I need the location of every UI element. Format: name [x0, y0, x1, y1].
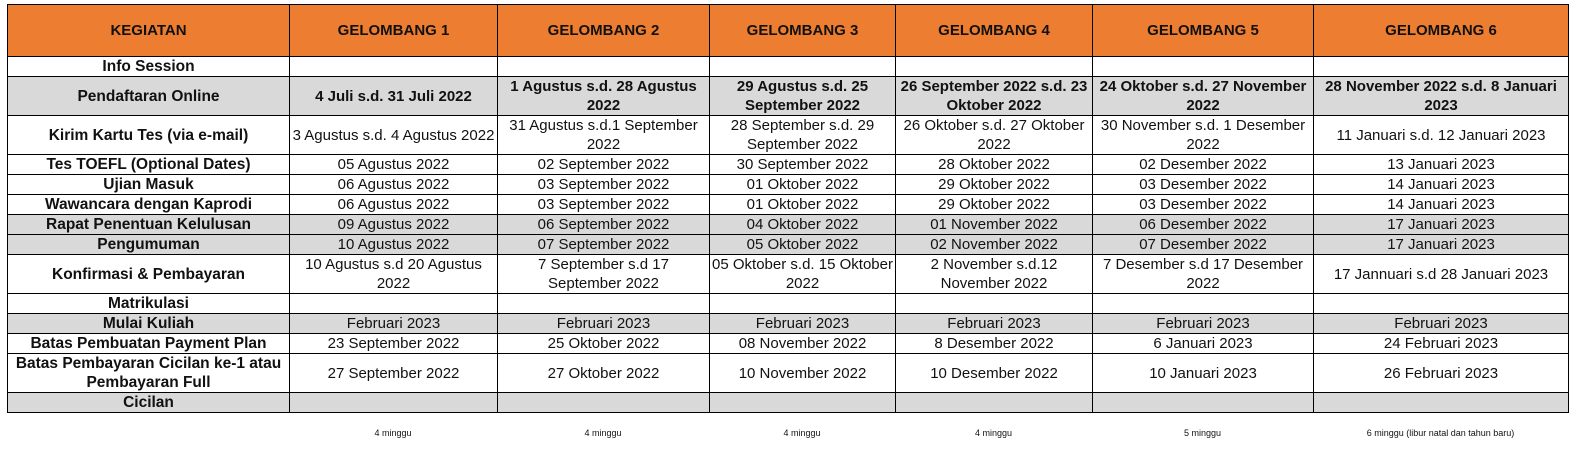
- row-kirim-kartu-tes: [8, 116, 1569, 155]
- cell: 27 September 2022: [290, 354, 498, 393]
- header-gelombang-3: GELOMBANG 3: [710, 5, 896, 57]
- row-info-session: [8, 57, 1569, 77]
- cell: 7 Desember s.d 17 Desember 2022: [1093, 255, 1314, 294]
- duration-note: 5 minggu: [1183, 428, 1222, 438]
- cell: 1 Agustus s.d. 28 Agustus 2022: [498, 77, 710, 116]
- row-label: Batas Pembayaran Cicilan ke-1 atau Pembayaran Full: [8, 354, 290, 393]
- cell: [710, 294, 896, 314]
- cell: [896, 294, 1093, 314]
- cell: Februari 2023: [896, 314, 1093, 334]
- cell: 28 September s.d. 29 September 2022: [710, 116, 896, 155]
- cell: 7 September s.d 17 September 2022: [498, 255, 710, 294]
- cell: Februari 2023: [710, 314, 896, 334]
- cell: 07 Desember 2022: [1093, 235, 1314, 255]
- header-gelombang-1: GELOMBANG 1: [290, 5, 498, 57]
- cell: 10 Januari 2023: [1093, 354, 1314, 393]
- cell: 11 Januari s.d. 12 Januari 2023: [1314, 116, 1569, 155]
- cell: 3 Agustus s.d. 4 Agustus 2022: [290, 116, 498, 155]
- row-matrikulasi: [8, 294, 1569, 314]
- header-kegiatan: KEGIATAN: [8, 5, 290, 57]
- row-pendaftaran-online: [8, 77, 1569, 116]
- cell: [1314, 57, 1569, 77]
- row-label: Tes TOEFL (Optional Dates): [8, 155, 290, 175]
- row-label: Pengumuman: [8, 235, 290, 255]
- cell: 27 Oktober 2022: [498, 354, 710, 393]
- cell: [290, 393, 498, 413]
- cell: 28 November 2022 s.d. 8 Januari 2023: [1314, 77, 1569, 116]
- row-label: Cicilan: [8, 393, 290, 413]
- cell: [896, 393, 1093, 413]
- cell: 4 Juli s.d. 31 Juli 2022: [290, 77, 498, 116]
- schedule-table: [7, 4, 1569, 413]
- cell: 17 Januari 2023: [1314, 235, 1569, 255]
- cell: 29 Oktober 2022: [896, 195, 1093, 215]
- row-tes-toefl: [8, 155, 1569, 175]
- cell: Februari 2023: [498, 314, 710, 334]
- cell: 05 Agustus 2022: [290, 155, 498, 175]
- row-label: Rapat Penentuan Kelulusan: [8, 215, 290, 235]
- header-gelombang-4: GELOMBANG 4: [896, 5, 1093, 57]
- cell: 14 Januari 2023: [1314, 195, 1569, 215]
- cell: 10 November 2022: [710, 354, 896, 393]
- cell: 02 November 2022: [896, 235, 1093, 255]
- cell: 26 Februari 2023: [1314, 354, 1569, 393]
- cell: 01 Oktober 2022: [710, 195, 896, 215]
- cell: 13 Januari 2023: [1314, 155, 1569, 175]
- duration-notes: [7, 427, 1568, 441]
- row-label: Mulai Kuliah: [8, 314, 290, 334]
- cell: 29 Agustus s.d. 25 September 2022: [710, 77, 896, 116]
- cell: 02 September 2022: [498, 155, 710, 175]
- row-label: Ujian Masuk: [8, 175, 290, 195]
- cell: 25 Oktober 2022: [498, 334, 710, 354]
- cell: 06 Agustus 2022: [290, 175, 498, 195]
- cell: 06 Agustus 2022: [290, 195, 498, 215]
- header-gelombang-2: GELOMBANG 2: [498, 5, 710, 57]
- row-pengumuman: [8, 235, 1569, 255]
- row-label: Batas Pembuatan Payment Plan: [8, 334, 290, 354]
- row-label: Wawancara dengan Kaprodi: [8, 195, 290, 215]
- cell: 10 Agustus s.d 20 Agustus 2022: [290, 255, 498, 294]
- cell: 10 Agustus 2022: [290, 235, 498, 255]
- row-rapat-kelulusan: [8, 215, 1569, 235]
- cell: 03 September 2022: [498, 175, 710, 195]
- duration-spacer: [7, 427, 289, 439]
- cell: [896, 57, 1093, 77]
- cell: [498, 57, 710, 77]
- row-ujian-masuk: [8, 175, 1569, 195]
- row-label: Konfirmasi & Pembayaran: [8, 255, 290, 294]
- cell: Februari 2023: [290, 314, 498, 334]
- cell: [498, 294, 710, 314]
- cell: [290, 294, 498, 314]
- cell: 03 September 2022: [498, 195, 710, 215]
- cell: 06 Desember 2022: [1093, 215, 1314, 235]
- cell: 6 Januari 2023: [1093, 334, 1314, 354]
- cell: 02 Desember 2022: [1093, 155, 1314, 175]
- row-cicilan: [8, 393, 1569, 413]
- duration-note: 4 minggu: [374, 428, 412, 438]
- cell: 31 Agustus s.d.1 September 2022: [498, 116, 710, 155]
- cell: Februari 2023: [1314, 314, 1569, 334]
- header-gelombang-6: GELOMBANG 6: [1314, 5, 1569, 57]
- cell: 29 Oktober 2022: [896, 175, 1093, 195]
- cell: 09 Agustus 2022: [290, 215, 498, 235]
- header-row: [8, 5, 1569, 57]
- cell: 26 Oktober s.d. 27 Oktober 2022: [896, 116, 1093, 155]
- cell: [710, 393, 896, 413]
- row-label: Kirim Kartu Tes (via e-mail): [8, 116, 290, 155]
- cell: 04 Oktober 2022: [710, 215, 896, 235]
- cell: 01 Oktober 2022: [710, 175, 896, 195]
- header-gelombang-5: GELOMBANG 5: [1093, 5, 1314, 57]
- cell: 2 November s.d.12 November 2022: [896, 255, 1093, 294]
- cell: 17 Jannuari s.d 28 Januari 2023: [1314, 255, 1569, 294]
- cell: [498, 393, 710, 413]
- cell: 24 Oktober s.d. 27 November 2022: [1093, 77, 1314, 116]
- cell: 03 Desember 2022: [1093, 175, 1314, 195]
- cell: 24 Februari 2023: [1314, 334, 1569, 354]
- cell: 10 Desember 2022: [896, 354, 1093, 393]
- cell: [710, 57, 896, 77]
- cell: 26 September 2022 s.d. 23 Oktober 2022: [896, 77, 1093, 116]
- cell: [1093, 294, 1314, 314]
- cell: 17 Januari 2023: [1314, 215, 1569, 235]
- cell: 03 Desember 2022: [1093, 195, 1314, 215]
- cell: Februari 2023: [1093, 314, 1314, 334]
- row-konfirmasi-pembayaran: [8, 255, 1569, 294]
- row-label: Pendaftaran Online: [8, 77, 290, 116]
- row-batas-cicilan: [8, 354, 1569, 393]
- cell: 30 November s.d. 1 Desember 2022: [1093, 116, 1314, 155]
- cell: 05 Oktober s.d. 15 Oktober 2022: [710, 255, 896, 294]
- row-wawancara: [8, 195, 1569, 215]
- cell: 8 Desember 2022: [896, 334, 1093, 354]
- row-mulai-kuliah: [8, 314, 1569, 334]
- cell: [290, 57, 498, 77]
- cell: [1314, 393, 1569, 413]
- duration-note: 6 minggu (libur natal dan tahun baru): [1366, 428, 1515, 438]
- cell: 06 September 2022: [498, 215, 710, 235]
- schedule-sheet: [7, 4, 1568, 413]
- cell: [1093, 57, 1314, 77]
- cell: 14 Januari 2023: [1314, 175, 1569, 195]
- cell: 28 Oktober 2022: [896, 155, 1093, 175]
- duration-note: 4 minggu: [584, 428, 622, 438]
- row-batas-payment-plan: [8, 334, 1569, 354]
- cell: 30 September 2022: [710, 155, 896, 175]
- cell: 07 September 2022: [498, 235, 710, 255]
- duration-note: 4 minggu: [783, 428, 821, 438]
- row-label: Info Session: [8, 57, 290, 77]
- cell: 01 November 2022: [896, 215, 1093, 235]
- cell: 05 Oktober 2022: [710, 235, 896, 255]
- duration-note: 4 minggu: [974, 428, 1013, 438]
- cell: [1314, 294, 1569, 314]
- cell: [1093, 393, 1314, 413]
- cell: 08 November 2022: [710, 334, 896, 354]
- cell: 23 September 2022: [290, 334, 498, 354]
- row-label: Matrikulasi: [8, 294, 290, 314]
